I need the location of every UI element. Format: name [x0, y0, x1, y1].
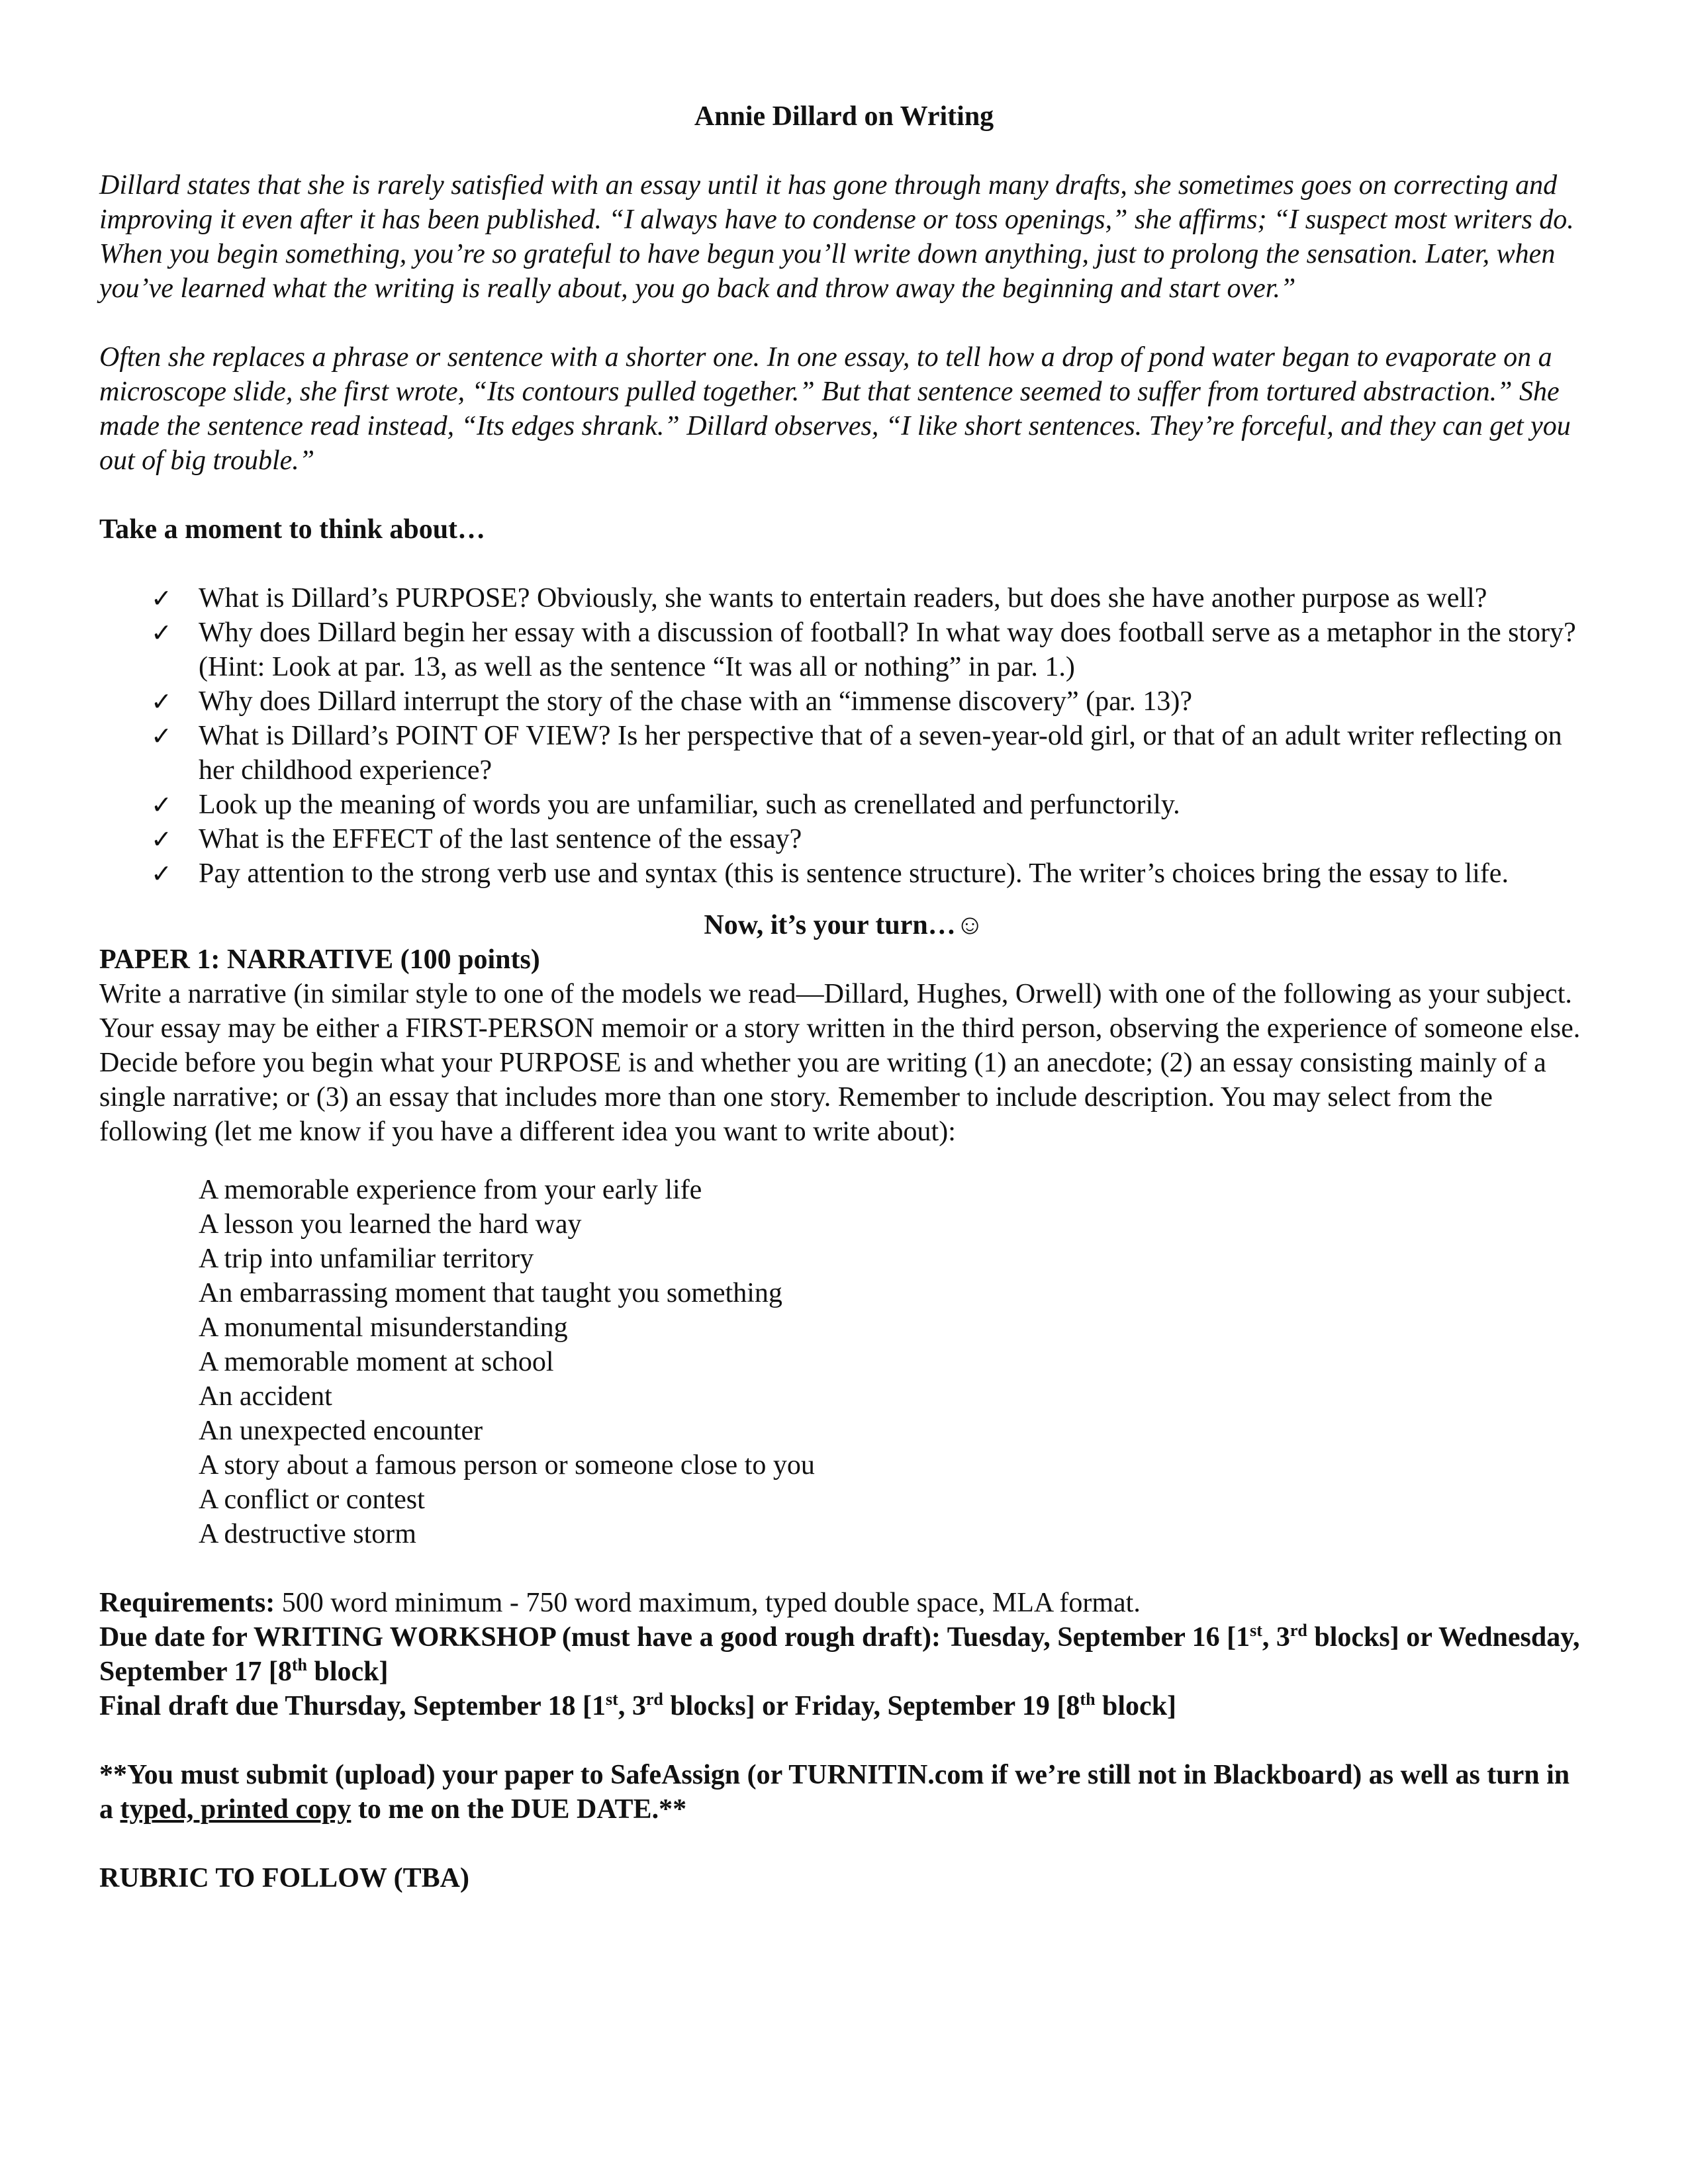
submission-text: to me on the DUE DATE.** [351, 1794, 687, 1825]
workshop-due-text: block] [306, 1657, 389, 1687]
document-page [99, 99, 1589, 1895]
question-item [99, 788, 1589, 822]
question-text: What is Dillard’s PURPOSE? Obviously, she wants to entertain readers, but does she have another purpose as well? [199, 583, 1487, 614]
checkmark-icon: ✓ [151, 825, 172, 854]
question-text: What is Dillard’s POINT OF VIEW? Is her perspective that of a seven-year-old girl, or that of an adult writer reflecting on her childhood experience? [199, 721, 1562, 786]
topic-item: A memorable moment at school [199, 1347, 554, 1377]
topic-item: A lesson you learned the hard way [199, 1209, 582, 1240]
topic-item: A trip into unfamiliar territory [199, 1244, 534, 1274]
final-due-date [99, 1689, 1589, 1723]
question-text: Pay attention to the strong verb use and syntax (this is sentence structure). The writer’s choices bring the essay to life. [199, 858, 1509, 889]
rubric-note: RUBRIC TO FOLLOW (TBA) [99, 1863, 469, 1893]
paper-description: Write a narrative (in similar style to one of the models we read—Dillard, Hughes, Orwell) with one of the following as your subject. Your essay may be either a FIRST-PERSON memoir or a story written in the third person, observing the experience of someone else. Decide before you begin what your PURPOSE is and whether you are writing (1) an anecdote; (2) an essay consisting mainly of a single narrative; or (3) an essay that includes more than one story. Remember to include description. You may select from the following (let me know if you have a different idea you want to write about): [99, 979, 1581, 1147]
topic-list [99, 1173, 1589, 1551]
workshop-due-text: blocks] or Wednesday, September 17 [8 [99, 1622, 1580, 1687]
topic-item: An unexpected encounter [199, 1416, 483, 1446]
question-item [99, 719, 1589, 788]
question-item [99, 856, 1589, 891]
checkmark-icon: ✓ [151, 790, 172, 819]
turn-heading: Now, it’s your turn…☺ [704, 910, 984, 940]
question-list [99, 581, 1589, 891]
checkmark-icon: ✓ [151, 687, 172, 716]
question-text: Why does Dillard interrupt the story of the chase with an “immense discovery” (par. 13)? [199, 686, 1193, 717]
checkmark-icon: ✓ [151, 618, 172, 647]
document-title: Annie Dillard on Writing [694, 101, 994, 132]
final-due-text: Final draft due Thursday, September 18 [1 [99, 1691, 606, 1721]
checkmark-icon: ✓ [151, 584, 172, 613]
topic-item: An embarrassing moment that taught you something [199, 1278, 782, 1308]
topic-item: A monumental misunderstanding [199, 1312, 568, 1343]
checkmark-icon: ✓ [151, 721, 172, 751]
workshop-due-date [99, 1620, 1589, 1689]
question-text: Why does Dillard begin her essay with a discussion of football? In what way does football serve as a metaphor in the story? (Hint: Look at par. 13, as well as the sentence “It was all or nothing” in par. 1.) [199, 617, 1576, 682]
submission-emphasis: typed, printed copy [120, 1794, 352, 1825]
question-item [99, 822, 1589, 856]
topic-item: A story about a famous person or someone close to you [199, 1450, 815, 1480]
paper-heading: PAPER 1: NARRATIVE (100 points) [99, 944, 540, 975]
ordinal-suffix: th [291, 1655, 307, 1674]
question-item [99, 581, 1589, 615]
checkmark-icon: ✓ [151, 859, 172, 888]
workshop-due-text: Due date for WRITING WORKSHOP (must have a good rough draft): Tuesday, September 16 [1 [99, 1622, 1250, 1653]
final-due-text: block] [1095, 1691, 1177, 1721]
think-heading: Take a moment to think about… [99, 514, 486, 545]
topic-item: A memorable experience from your early life [199, 1175, 702, 1205]
ordinal-suffix: rd [1289, 1621, 1307, 1640]
topic-item: A conflict or contest [199, 1484, 425, 1515]
requirements-text: 500 word minimum - 750 word maximum, typed double space, MLA format. [275, 1588, 1141, 1618]
requirements-label: Requirements: [99, 1588, 275, 1618]
ordinal-suffix: st [1250, 1621, 1262, 1640]
submission-note [99, 1758, 1589, 1827]
ordinal-suffix: rd [645, 1690, 663, 1709]
question-item [99, 615, 1589, 684]
intro-paragraph-1: Dillard states that she is rarely satisfied with an essay until it has gone through many drafts, she sometimes goes on correcting and improving it even after it has been published. “I always have to condense or toss openings,” she affirms; “I suspect most writers do. When you begin something, you’re so grateful to have begun you’ll write down anything, just to prolong the sensation. Later, when you’ve learned what the writing is really about, you go back and throw away the beginning and start over.” [99, 170, 1574, 304]
submission-text: **You must submit (upload) your paper to SafeAssign (or TURNITIN.com if we’re still not in Blackboard) as well as turn in a [99, 1760, 1570, 1825]
ordinal-suffix: th [1080, 1690, 1096, 1709]
intro-paragraph-2: Often she replaces a phrase or sentence with a shorter one. In one essay, to tell how a drop of pond water began to evaporate on a microscope slide, she first wrote, “Its contours pulled together.” But that sentence seemed to suffer from tortured abstraction.” She made the sentence read instead, “Its edges shrank.” Dillard observes, “I like short sentences. They’re forceful, and they can get you out of big trouble.” [99, 342, 1571, 476]
question-text: What is the EFFECT of the last sentence of the essay? [199, 824, 802, 854]
question-text: Look up the meaning of words you are unfamiliar, such as crenellated and perfunctorily. [199, 790, 1180, 820]
question-item [99, 684, 1589, 719]
ordinal-suffix: st [606, 1690, 618, 1709]
final-due-text: , 3 [618, 1691, 646, 1721]
final-due-text: blocks] or Friday, September 19 [8 [663, 1691, 1080, 1721]
topic-item: A destructive storm [199, 1519, 416, 1549]
requirements-line [99, 1586, 1589, 1620]
topic-item: An accident [199, 1381, 332, 1412]
workshop-due-text: , 3 [1262, 1622, 1290, 1653]
